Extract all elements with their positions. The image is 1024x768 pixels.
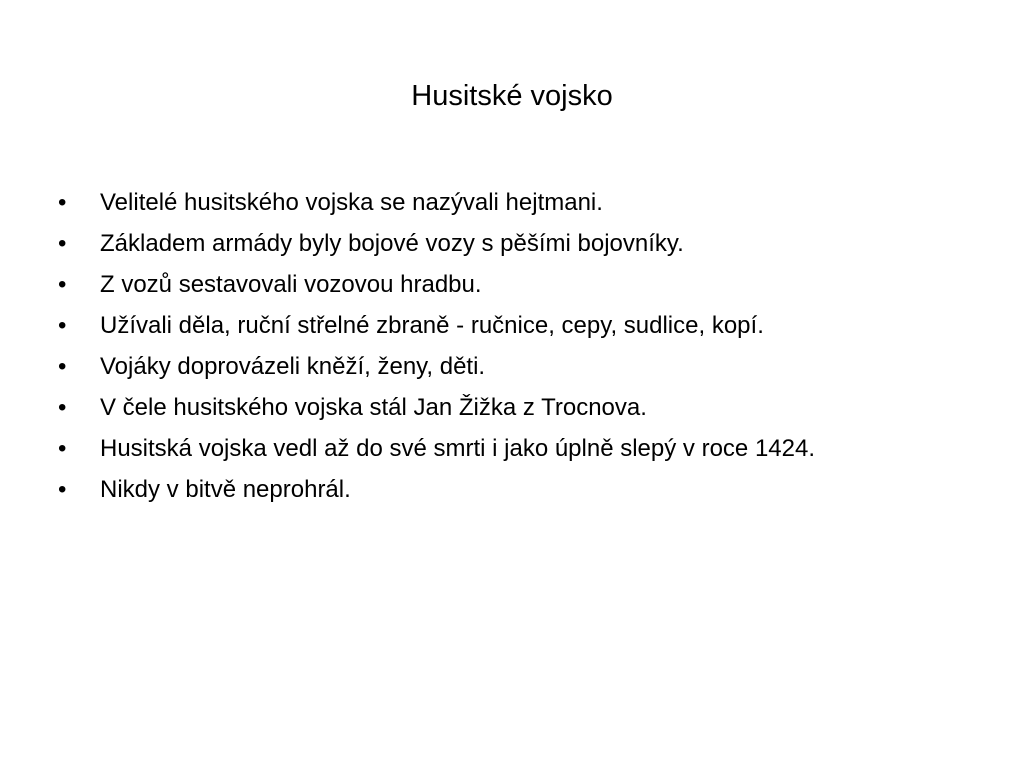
bullet-text: Vojáky doprovázeli kněží, ženy, děti.	[100, 353, 486, 380]
bullet-icon: •	[58, 230, 67, 257]
bullet-text: V čele husitského vojska stál Jan Žižka z Trocnova.	[100, 394, 647, 421]
bullet-item	[58, 346, 998, 387]
bullet-item	[58, 264, 998, 305]
bullet-list	[58, 182, 998, 510]
bullet-icon: •	[58, 394, 67, 421]
bullet-text: Husitská vojska vedl až do své smrti i jako úplně slepý v roce 1424.	[100, 435, 815, 462]
bullet-item	[58, 469, 998, 510]
slide-title: Husitské vojsko	[411, 80, 613, 112]
bullet-icon: •	[58, 353, 67, 380]
bullet-text: Velitelé husitského vojska se nazývali hejtmani.	[100, 189, 603, 216]
bullet-item	[58, 305, 998, 346]
bullet-icon: •	[58, 271, 67, 298]
bullet-icon: •	[58, 476, 67, 503]
bullet-icon: •	[58, 312, 67, 339]
bullet-text: Z vozů sestavovali vozovou hradbu.	[100, 271, 482, 298]
bullet-item	[58, 428, 998, 469]
bullet-text: Základem armády byly bojové vozy s pěšími bojovníky.	[100, 230, 684, 257]
bullet-icon: •	[58, 189, 67, 216]
bullet-item	[58, 387, 998, 428]
bullet-text: Užívali děla, ruční střelné zbraně - ručnice, cepy, sudlice, kopí.	[100, 312, 764, 339]
bullet-icon: •	[58, 435, 67, 462]
bullet-item	[58, 182, 998, 223]
bullet-item	[58, 223, 998, 264]
bullet-text: Nikdy v bitvě neprohrál.	[100, 476, 351, 503]
